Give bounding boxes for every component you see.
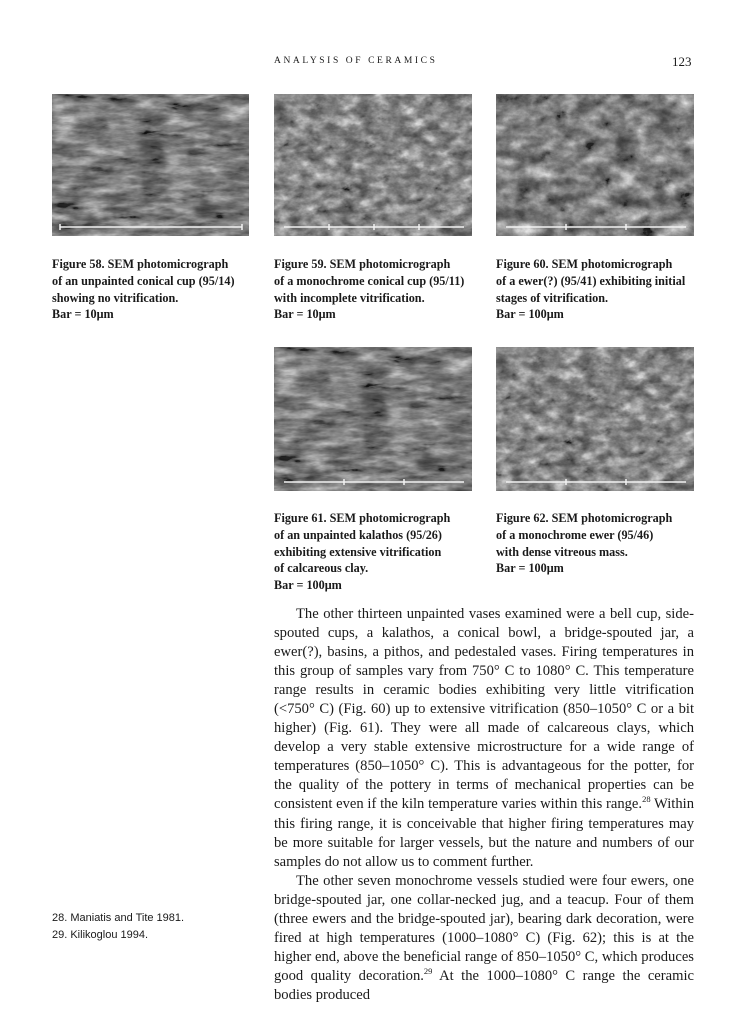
running-head: ANALYSIS OF CERAMICS xyxy=(274,56,438,66)
figure-58-image xyxy=(52,94,249,236)
figure-60-image xyxy=(496,94,694,236)
footnotes xyxy=(52,910,184,943)
figure-61-image xyxy=(274,347,472,491)
figure-61-caption: Figure 61. SEM photomicrograph of an unpainted kalathos (95/26) exhibiting extensive vitrification of calcareous clay. Bar = 100μm xyxy=(274,511,451,593)
body-text xyxy=(274,605,694,1005)
paragraph-2: The other seven monochrome vessels studied were four ewers, one bridge-spouted jar, one collar-necked jug, and a teacup. Four of them (three ewers and the bridge-spouted jar), bearing dark decoration, were fired at high temperatures (1000–1080° C) (Fig. 62); this is at the higher end, above the beneficial range of 850–1050° C, which produces good quality decoration.$^{29}$ At the 1000–1080° C range the ceramic bodies produced xyxy=(274,872,694,1003)
figure-62-caption: Figure 62. SEM photomicrograph of a monochrome ewer (95/46) with dense vitreous mass. Bar = 100μm xyxy=(496,511,673,576)
page-number: 123 xyxy=(672,54,692,69)
figure-59-image xyxy=(274,94,472,236)
figure-58-caption: Figure 58. SEM photomicrograph of an unpainted conical cup (95/14) showing no vitrification. Bar = 10μm xyxy=(52,257,235,322)
footnote-29: 29. Kilikoglou 1994. xyxy=(52,928,149,941)
figure-59-caption: Figure 59. SEM photomicrograph of a monochrome conical cup (95/11) with incomplete vitrification. Bar = 10μm xyxy=(274,257,465,322)
footnote-ref-28: 28 xyxy=(642,794,651,805)
figure-62-image xyxy=(496,347,694,491)
footnote-ref-29: 29 xyxy=(423,966,433,977)
figure-60-caption: Figure 60. SEM photomicrograph of a ewer(?) (95/41) exhibiting initial stages of vitrification. Bar = 100μm xyxy=(496,257,686,322)
paragraph-1: The other thirteen unpainted vases examined were a bell cup, side-spouted cups, a kalathos, a conical bowl, a bridge-spouted jar, a ewer(?), basins, a pithos, and pedestaled vases. Firing temperatures in this group of samples vary from 750° C to 1080° C. This temperature range results in ceramic bodies exhibiting very little vitrification (<750° C) (Fig. 60) up to extensive vitrification (850–1050° C or a bit higher) (Fig. 61). They were all made of calcareous clays, which develop a very stable extensive microstructure for a wide range of temperatures (850–1050° C). This is advantageous for the potter, for the quality of the pottery in terms of mechanical properties can be consistent even if the kiln temperature varies within this range.$^{28}$ Within this firing range, it is conceivable that higher firing temperatures may be more suitable for larger vessels, but the nature and numbers of our samples do not allow us to comment further. xyxy=(274,606,694,870)
footnote-28: 28. Maniatis and Tite 1981. xyxy=(52,912,185,924)
